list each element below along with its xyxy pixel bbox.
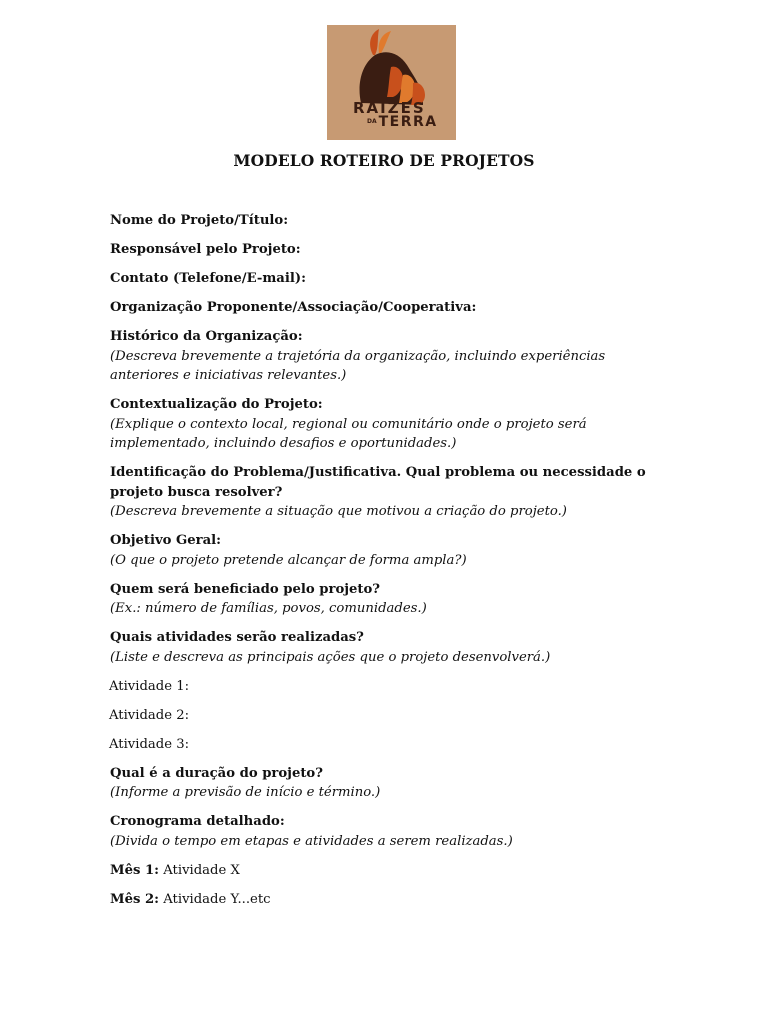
field-label: Objetivo Geral:	[110, 533, 222, 548]
activity-item: Atividade 3:	[109, 736, 190, 752]
form-field	[110, 211, 670, 231]
form-outline	[110, 211, 670, 919]
form-field	[110, 628, 670, 667]
field-label: Nome do Projeto/Título:	[110, 213, 289, 228]
month-label: Mês 2:	[110, 891, 160, 907]
form-field	[110, 269, 670, 289]
field-hint: (Divida o tempo em etapas e atividades a serem realizadas.)	[110, 833, 513, 849]
month-label: Mês 1:	[110, 862, 160, 878]
field-label: Quais atividades serão realizadas?	[110, 630, 364, 645]
field-hint: (Descreva brevemente a situação que motivou a criação do projeto.)	[110, 504, 567, 519]
field-label: Cronograma detalhado:	[110, 814, 285, 829]
field-hint: (O que o projeto pretende alcançar de forma ampla?)	[110, 552, 467, 568]
logo-text: RAIZES DA TERRA	[353, 99, 438, 130]
form-field	[110, 240, 670, 260]
activity-item: Atividade 2:	[109, 707, 190, 723]
form-field	[110, 812, 670, 851]
field-label: Qual é a duração do projeto?	[110, 765, 323, 781]
page-title: MODELO ROTEIRO DE PROJETOS	[233, 151, 535, 170]
field-hint: (Liste e descreva as principais ações que o projeto desenvolverá.)	[110, 649, 551, 665]
field-label: Quem será beneficiado pelo projeto?	[110, 581, 381, 597]
schedule-row	[110, 890, 670, 910]
form-field	[110, 580, 670, 619]
field-hint: (Explique o contexto local, regional ou comunitário onde o projeto será implementado, incluindo desafios e oportunidades.)	[110, 416, 587, 451]
form-field	[110, 764, 670, 803]
field-label: Organização Proponente/Associação/Cooperativa:	[110, 300, 477, 315]
field-hint: (Ex.: número de famílias, povos, comunidades.)	[110, 601, 427, 616]
month-activity: Atividade X	[159, 862, 240, 878]
form-field	[110, 298, 670, 318]
form-field	[110, 395, 670, 454]
activity-item: Atividade 1:	[109, 678, 190, 694]
field-hint: (Informe a previsão de início e término.)	[110, 785, 381, 800]
form-field	[110, 463, 670, 522]
schedule-row	[110, 861, 670, 881]
field-label: Contato (Telefone/E-mail):	[110, 271, 306, 286]
form-field	[110, 531, 670, 570]
field-label: Identificação do Problema/Justificativa. Qual problema ou necessidade o projeto busca resolver?	[110, 465, 646, 500]
month-activity: Atividade Y...etc	[159, 891, 271, 907]
logo	[327, 25, 456, 140]
field-label: Histórico da Organização:	[110, 329, 303, 344]
field-label: Contextualização do Projeto:	[110, 397, 323, 412]
field-label: Responsável pelo Projeto:	[110, 242, 301, 257]
form-field	[110, 327, 670, 386]
field-hint: (Descreva brevemente a trajetória da organização, incluindo experiências anteriores e iniciativas relevantes.)	[110, 348, 606, 383]
